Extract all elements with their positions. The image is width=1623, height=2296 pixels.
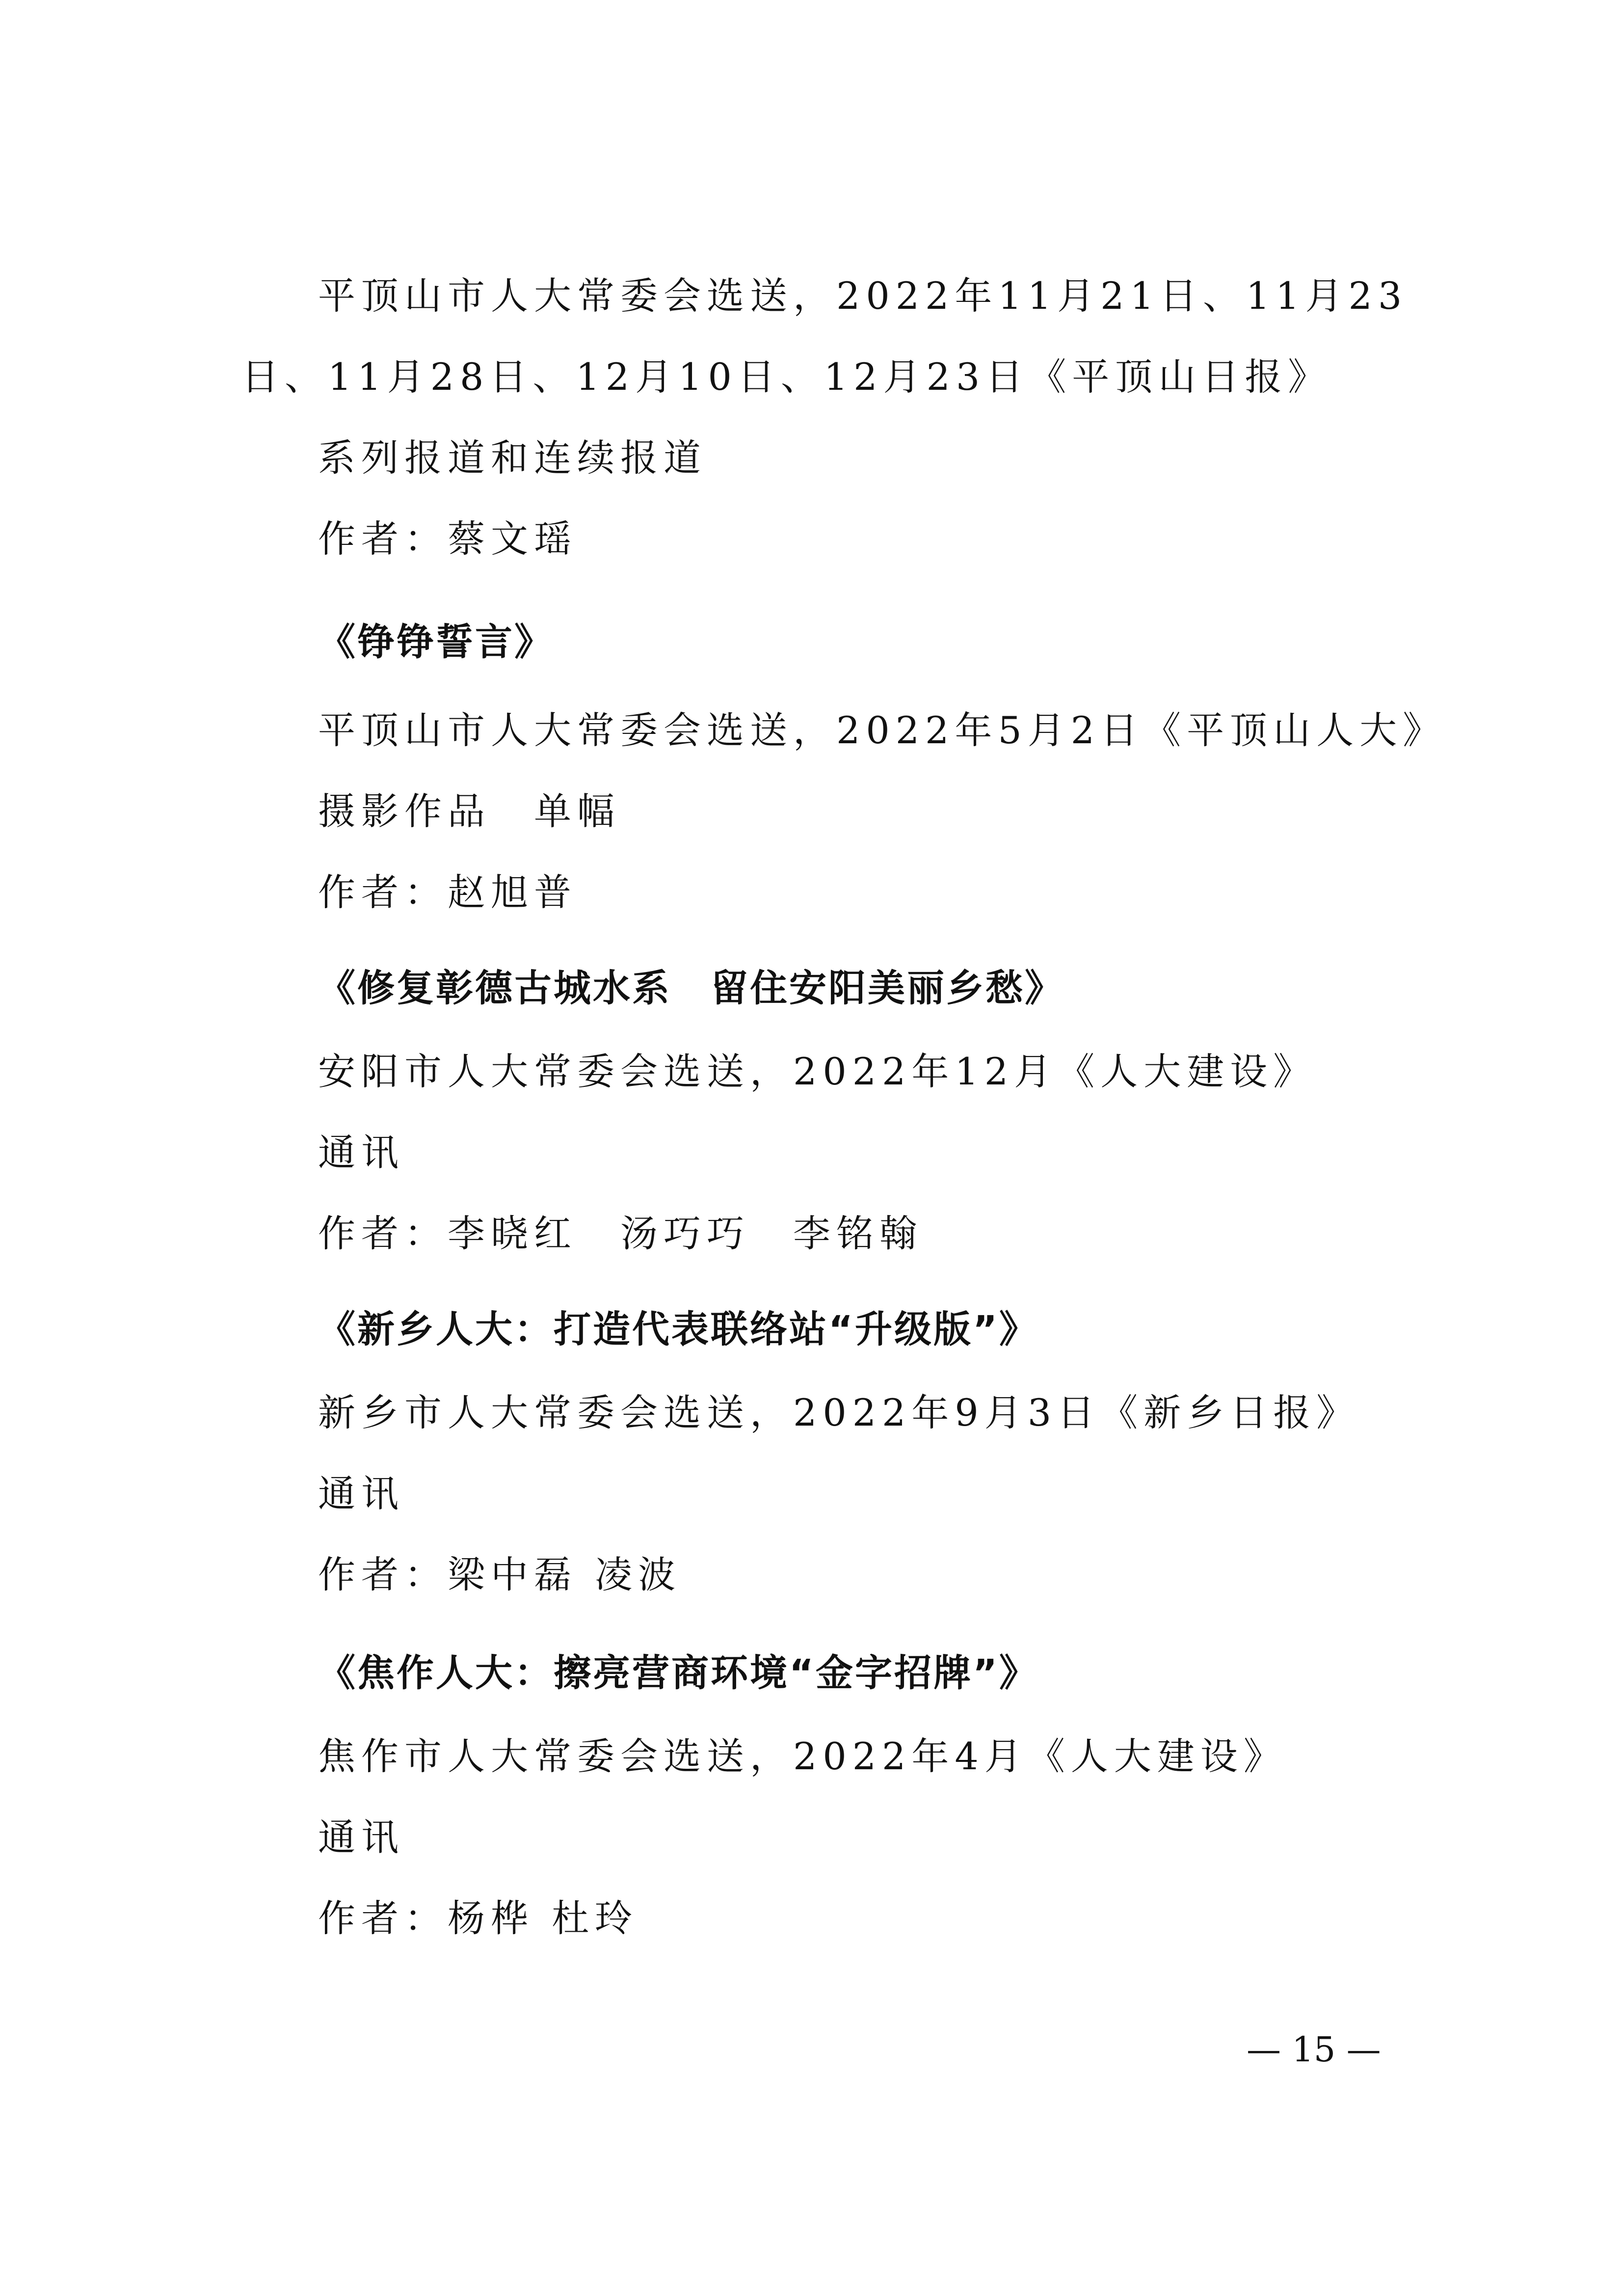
entry-category: 摄影作品 单幅 — [318, 789, 620, 833]
entry-author: 作者：蔡文瑶 — [318, 517, 577, 561]
entry-source-line: 日、11月28日、12月10日、12月23日《平顶山日报》 — [241, 355, 1331, 399]
entry-category: 系列报道和连续报道 — [318, 436, 707, 480]
page-number: — 15 — — [1247, 2029, 1381, 2070]
entry-title: 《修复彰德古城水系 留住安阳美丽乡愁》 — [318, 966, 1064, 1010]
entry-source-line: 平顶山市人大常委会选送，2022年11月21日、11月23 — [318, 274, 1408, 318]
entry-source: 安阳市人大常委会选送，2022年12月《人大建设》 — [318, 1050, 1317, 1093]
entry-title: 《铮铮誓言》 — [318, 620, 554, 664]
entry-source: 平顶山市人大常委会选送，2022年5月2日《平顶山人大》 — [318, 708, 1446, 752]
entry-title: 《新乡人大：打造代表联络站“升级版”》 — [318, 1307, 1038, 1351]
entry-category: 通讯 — [318, 1131, 404, 1174]
entry-title: 《焦作人大：擦亮营商环境“金字招牌”》 — [318, 1651, 1038, 1695]
entry-category: 通讯 — [318, 1815, 404, 1859]
entry-source: 新乡市人大常委会选送，2022年9月3日《新乡日报》 — [318, 1391, 1360, 1434]
entry-source: 焦作市人大常委会选送，2022年4月《人大建设》 — [318, 1734, 1287, 1778]
entry-author: 作者：赵旭普 — [318, 870, 577, 914]
entry-author: 作者：杨桦 杜玲 — [318, 1896, 639, 1940]
entry-author: 作者：梁中磊 凌波 — [318, 1553, 682, 1596]
entry-category: 通讯 — [318, 1472, 404, 1515]
entry-author: 作者：李晓红 汤巧巧 李铭翰 — [318, 1212, 923, 1255]
